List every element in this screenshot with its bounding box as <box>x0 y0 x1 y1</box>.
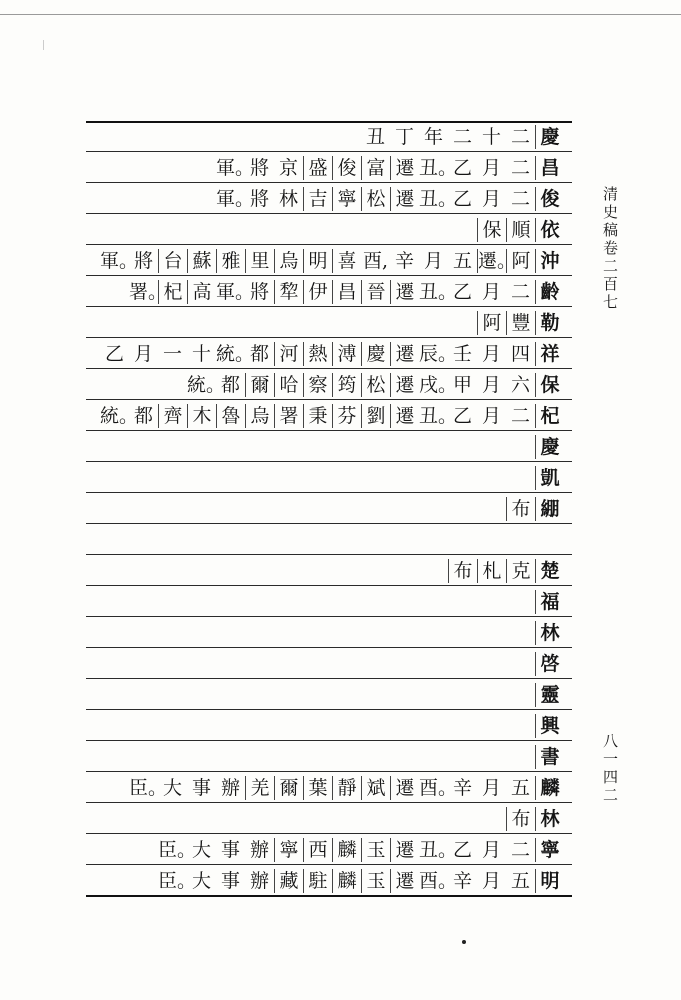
table-cell: 丁 <box>394 126 414 148</box>
table-cell: 二 <box>452 126 472 148</box>
row-cells <box>535 683 564 707</box>
table-cell: 二 <box>510 839 530 861</box>
table-cell: 年 <box>423 126 443 148</box>
table-cell: 駐 <box>303 869 332 893</box>
table-cell: 雅 <box>216 249 245 273</box>
table-cell: 熱 <box>303 342 332 366</box>
table-cell: 大 <box>191 839 211 861</box>
table-cell: 事 <box>220 839 240 861</box>
table-cell: 明 <box>303 249 332 273</box>
row-head-char: 林 <box>535 621 564 645</box>
table-row <box>86 648 572 679</box>
row-cells <box>535 745 564 769</box>
row-head-char: 杞 <box>535 404 564 428</box>
table-cell: 麟 <box>332 838 361 862</box>
table-cell: 統。 <box>216 343 255 365</box>
table-cell: 晉 <box>361 280 390 304</box>
row-cells <box>216 187 564 211</box>
table-cell: 四 <box>510 343 530 365</box>
table-cell: 五 <box>510 777 530 799</box>
table-row <box>86 369 572 400</box>
table-cell: 札 <box>477 559 506 583</box>
table-cell: 保 <box>477 218 506 242</box>
table-cell: 遷 <box>390 869 419 893</box>
table-cell: 京 <box>278 157 298 179</box>
table-cell: 烏 <box>274 249 303 273</box>
table-cell: 慶 <box>361 342 390 366</box>
table-cell: 酉。 <box>419 777 458 799</box>
table-cell: 爾 <box>274 776 303 800</box>
table-cell: 遷 <box>390 342 419 366</box>
table-cell: 松 <box>361 373 390 397</box>
table-cell: 木 <box>187 404 216 428</box>
table-cell: 布 <box>506 807 535 831</box>
table-cell: 十 <box>481 126 501 148</box>
table-cell: 事 <box>191 777 211 799</box>
row-cells <box>361 125 564 149</box>
table-cell: 都 <box>133 405 153 427</box>
table-cell: 阿 <box>477 311 506 335</box>
row-cells <box>100 404 564 428</box>
table-cell: 靜 <box>332 776 361 800</box>
table-row <box>86 586 572 617</box>
row-head-char: 保 <box>535 373 564 397</box>
table-cell: 遷 <box>390 280 419 304</box>
table-cell: 喜 <box>332 249 361 273</box>
table-cell: 乙 <box>104 343 124 365</box>
row-head-char: 俊 <box>535 187 564 211</box>
table-cell: 軍。 <box>216 188 255 210</box>
table-row <box>86 834 572 865</box>
table-cell: 辰。 <box>419 343 458 365</box>
table-cell: 五 <box>452 250 472 272</box>
table-cell: 筠 <box>332 373 361 397</box>
row-cells <box>448 559 564 583</box>
row-head-char: 福 <box>535 590 564 614</box>
table-cell: 將 <box>249 157 269 179</box>
table-row <box>86 121 572 152</box>
table-cell: 丑。 <box>419 157 458 179</box>
table-cell: 軍。 <box>216 157 255 179</box>
table-cell: 吉 <box>303 187 332 211</box>
table-cell: 遷 <box>390 187 419 211</box>
table-cell: 月 <box>481 157 501 179</box>
table-cell: 魯 <box>216 404 245 428</box>
row-cells <box>100 249 564 273</box>
table-cell: 劉 <box>361 404 390 428</box>
row-head-char: 凱 <box>535 466 564 490</box>
table-cell: 一 <box>162 343 182 365</box>
table-cell: 辛 <box>452 870 472 892</box>
row-head-char: 林 <box>535 807 564 831</box>
table-row <box>86 772 572 803</box>
table-cell: 遷。 <box>478 250 517 272</box>
table-row <box>86 462 572 493</box>
table-row <box>86 524 572 555</box>
table-cell: 辦 <box>220 777 240 799</box>
table-cell: 丑 <box>365 126 385 148</box>
table-cell: 壬 <box>452 343 472 365</box>
table-cell: 月 <box>481 188 501 210</box>
row-head-char: 依 <box>535 218 564 242</box>
table-row <box>86 152 572 183</box>
table-row <box>86 865 572 896</box>
row-head-char: 興 <box>535 714 564 738</box>
table-cell: 寧 <box>274 838 303 862</box>
table-cell: 遷 <box>390 404 419 428</box>
table-cell: 阿 <box>506 249 535 273</box>
table-cell: 統。 <box>187 374 226 396</box>
table-cell: 爾 <box>245 373 274 397</box>
table-row <box>86 493 572 524</box>
table-cell: 丑。 <box>419 405 458 427</box>
table-cell: 乙 <box>452 157 472 179</box>
table-cell: 克 <box>506 559 535 583</box>
table-cell: 五 <box>510 870 530 892</box>
table-cell: 辦 <box>249 839 269 861</box>
table-cell: 里 <box>245 249 274 273</box>
table-row <box>86 679 572 710</box>
table-cell: 二 <box>510 188 530 210</box>
table-cell: 二 <box>510 405 530 427</box>
row-head-char: 祥 <box>535 342 564 366</box>
official-appointment-table <box>86 121 572 896</box>
table-cell: 二 <box>510 157 530 179</box>
table-cell: 秉 <box>303 404 332 428</box>
row-cells <box>535 652 564 676</box>
row-head-char: 沖 <box>535 249 564 273</box>
row-cells <box>216 156 564 180</box>
row-head-char: 寧 <box>535 838 564 862</box>
table-cell: 玉 <box>361 838 390 862</box>
table-cell: 六 <box>510 374 530 396</box>
table-cell: 順 <box>506 218 535 242</box>
table-cell: 遷 <box>390 776 419 800</box>
row-head-char: 麟 <box>535 776 564 800</box>
row-cells <box>535 590 564 614</box>
table-cell: 月 <box>481 839 501 861</box>
table-cell: 事 <box>220 870 240 892</box>
table-cell: 月 <box>481 777 501 799</box>
row-head-char: 昌 <box>535 156 564 180</box>
scan-top-edge <box>0 14 681 15</box>
table-cell: 大 <box>191 870 211 892</box>
row-head-char: 書 <box>535 745 564 769</box>
row-cells <box>477 311 564 335</box>
table-cell: 台 <box>158 249 187 273</box>
table-cell: 河 <box>274 342 303 366</box>
table-cell: 哈 <box>274 373 303 397</box>
table-cell: 都 <box>249 343 269 365</box>
table-cell: 月 <box>481 374 501 396</box>
table-cell: 統。 <box>100 405 139 427</box>
table-cell: 丑。 <box>419 839 458 861</box>
table-cell: 將 <box>249 188 269 210</box>
ink-dot <box>462 940 466 944</box>
table-cell: 月 <box>133 343 153 365</box>
table-cell: 臣。 <box>158 870 197 892</box>
table-cell: 豐 <box>506 311 535 335</box>
table-cell: 署。 <box>129 281 168 303</box>
row-head-char: 綳 <box>535 497 564 521</box>
row-cells <box>100 342 564 366</box>
table-cell: 芬 <box>332 404 361 428</box>
row-cells <box>535 466 564 490</box>
table-cell: 盛 <box>303 156 332 180</box>
table-row <box>86 183 572 214</box>
row-head-char: 慶 <box>535 125 564 149</box>
table-cell: 藏 <box>274 869 303 893</box>
table-row <box>86 431 572 462</box>
row-head-char: 勒 <box>535 311 564 335</box>
table-cell: 溥 <box>332 342 361 366</box>
table-cell: 大 <box>162 777 182 799</box>
table-cell: 署 <box>274 404 303 428</box>
table-cell: 月 <box>423 250 443 272</box>
table-cell: 丑。 <box>419 188 458 210</box>
row-head-char: 明 <box>535 869 564 893</box>
table-cell: 西 <box>303 838 332 862</box>
table-cell: 辛 <box>452 777 472 799</box>
table-row <box>86 276 572 307</box>
table-cell: 遷 <box>390 373 419 397</box>
table-cell: 丑。 <box>419 281 458 303</box>
row-cells <box>535 435 564 459</box>
row-cells <box>129 776 564 800</box>
table-cell: 麟 <box>332 869 361 893</box>
table-cell: 蘇 <box>187 249 216 273</box>
table-cell: 軍。 <box>100 250 139 272</box>
table-cell: 酉。 <box>419 870 458 892</box>
table-cell: 乙 <box>452 188 472 210</box>
table-row <box>86 710 572 741</box>
table-cell: 臣。 <box>158 839 197 861</box>
table-cell: 松 <box>361 187 390 211</box>
row-head-char: 靈 <box>535 683 564 707</box>
table-cell: 玉 <box>361 869 390 893</box>
table-cell: 遷 <box>390 838 419 862</box>
row-cells <box>506 497 564 521</box>
table-cell: 齊 <box>158 404 187 428</box>
table-cell: 將 <box>249 281 269 303</box>
table-cell: 十 <box>191 343 211 365</box>
paper-speck <box>43 40 44 50</box>
table-cell: 二 <box>510 281 530 303</box>
table-cell: 將 <box>133 250 153 272</box>
table-cell: 乙 <box>452 839 472 861</box>
table-cell: 辛 <box>394 250 414 272</box>
row-head-char: 齡 <box>535 280 564 304</box>
table-cell: 伊 <box>303 280 332 304</box>
table-row <box>86 555 572 586</box>
table-cell: 甲 <box>452 374 472 396</box>
row-cells <box>477 218 564 242</box>
row-cells <box>535 621 564 645</box>
table-cell: 遷 <box>390 156 419 180</box>
row-head-char: 楚 <box>535 559 564 583</box>
table-cell: 二 <box>510 126 530 148</box>
table-cell: 葉 <box>303 776 332 800</box>
row-cells <box>158 838 564 862</box>
running-title: 清史稿卷二百七 <box>601 186 619 312</box>
table-cell: 杞 <box>158 280 187 304</box>
table-row <box>86 741 572 772</box>
table-cell: 月 <box>481 343 501 365</box>
table-cell: 月 <box>481 870 501 892</box>
row-cells <box>187 373 564 397</box>
row-head-char: 慶 <box>535 435 564 459</box>
table-cell: 斌 <box>361 776 390 800</box>
table-cell: 犂 <box>274 280 303 304</box>
row-cells <box>535 714 564 738</box>
table-cell: 軍。 <box>216 281 255 303</box>
table-cell: 乙 <box>452 281 472 303</box>
table-row <box>86 307 572 338</box>
table-row <box>86 803 572 834</box>
row-cells <box>129 280 564 304</box>
table-cell: 高 <box>187 280 216 304</box>
table-cell: 戌。 <box>419 374 458 396</box>
table-cell: 臣。 <box>129 777 168 799</box>
table-cell: 烏 <box>245 404 274 428</box>
table-cell: 布 <box>506 497 535 521</box>
table-row <box>86 400 572 431</box>
table-cell: 布 <box>448 559 477 583</box>
table-cell: 乙 <box>452 405 472 427</box>
table-cell: 辦 <box>249 870 269 892</box>
row-cells <box>506 807 564 831</box>
table-cell: 昌 <box>332 280 361 304</box>
row-head-char: 啓 <box>535 652 564 676</box>
table-cell: 林 <box>278 188 298 210</box>
table-cell: 俊 <box>332 156 361 180</box>
table-cell: 富 <box>361 156 390 180</box>
table-cell: 月 <box>481 405 501 427</box>
row-rule <box>86 895 572 897</box>
table-row <box>86 245 572 276</box>
table-row <box>86 617 572 648</box>
table-row <box>86 338 572 369</box>
table-cell: 羌 <box>245 776 274 800</box>
row-cells <box>158 869 564 893</box>
table-row <box>86 214 572 245</box>
table-cell: 酉, <box>362 250 389 272</box>
table-cell: 都 <box>220 374 240 396</box>
table-cell: 寧 <box>332 187 361 211</box>
page-number: 八一四二 <box>601 733 619 805</box>
table-cell: 察 <box>303 373 332 397</box>
table-cell: 月 <box>481 281 501 303</box>
